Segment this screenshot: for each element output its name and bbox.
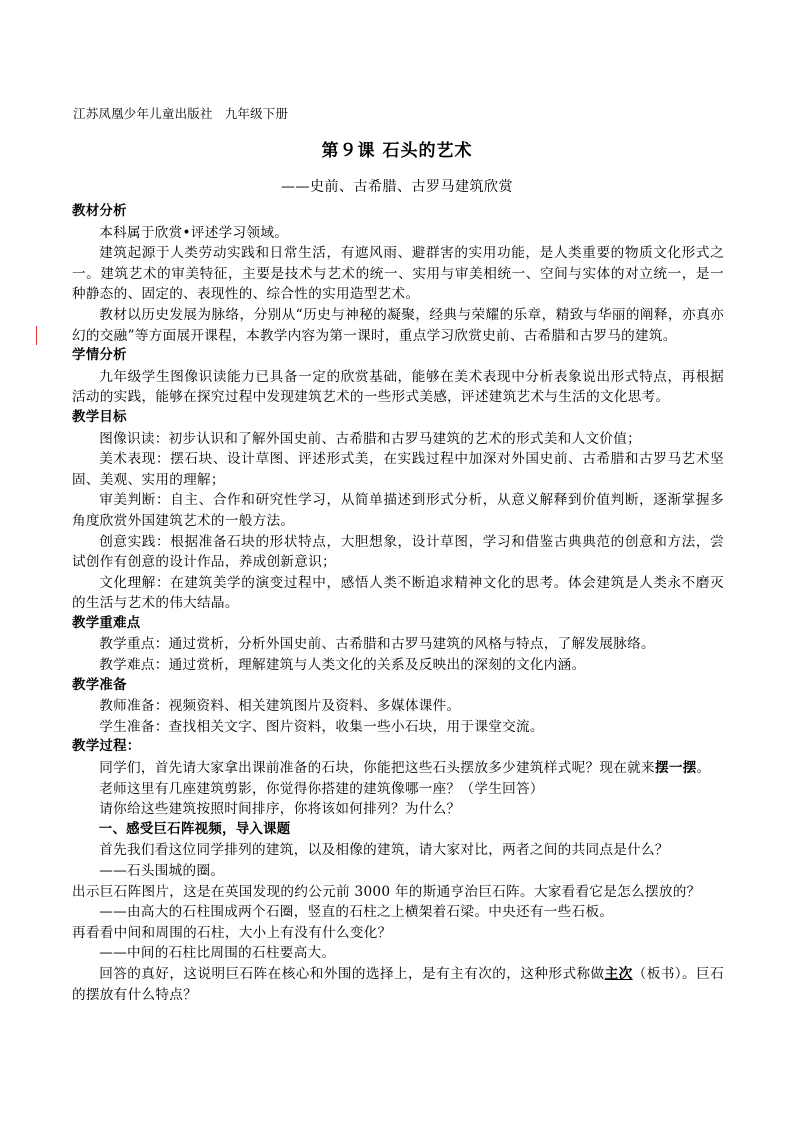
paragraph: 教材以历史发展为脉络，分别从“历史与神秘的凝聚，经典与荣耀的乐章，精致与华丽的阐释，亦真亦幻的交融”等方面展开课程，本教学内容为第一课时，重点学习欣赏史前、古希腊和古罗马的建筑。 <box>72 306 724 344</box>
subheading: 一、感受巨石阵视频，导入课题 <box>98 821 291 837</box>
bold-text: 摆一摆 <box>654 760 697 777</box>
publisher-name: 江苏凤凰少年儿童出版社 <box>73 106 213 121</box>
paragraph: ——由高大的石柱围成两个石圈，竖直的石柱之上横架着石梁。中央还有一些石板。 <box>99 904 614 921</box>
paragraph: 教学难点：通过赏析，理解建筑与人类文化的关系及反映出的深刻的文化内涵。 <box>99 657 586 674</box>
paragraph: 本科属于欣赏•评述学习领域。 <box>99 224 289 241</box>
paragraph: 出示巨石阵图片，这是在英国发现的约公元前 3000 年的斯通亨治巨石阵。大家看看它是怎么摆放的？ <box>72 883 701 900</box>
paragraph: 教师准备：视频资料、相关建筑图片及资料、多媒体课件。 <box>99 698 461 715</box>
paragraph: 学生准备：查找相关文字、图片资料，收集一些小石块，用于课堂交流。 <box>99 718 544 735</box>
paragraph: 老师这里有几座建筑剪影，你觉得你搭建的建筑像哪一座？（学生回答） <box>99 780 544 797</box>
paragraph: 审美判断：自主、合作和研究性学习，从简单描述到形式分析，从意义解释到价值判断，逐渐掌握多角度欣赏外国建筑艺术的一般方法。 <box>72 492 724 529</box>
text-cursor <box>36 326 37 345</box>
paragraph: 再看看中间和周围的石柱，大小上有没有什么变化？ <box>72 924 392 941</box>
lesson-title: 第９课 石头的艺术 <box>321 141 473 161</box>
paragraph: 教学重点：通过赏析，分析外国史前、古希腊和古罗马建筑的风格与特点，了解发展脉络。 <box>99 636 655 653</box>
text-run: 。 <box>696 760 711 777</box>
text-run: 同学们，首先请大家拿出课前准备的石块，你能把这些石头摆放多少建筑样式呢？现在就来 <box>99 760 655 777</box>
paragraph: 创意实践：根据准备石块的形状特点，大胆想象，设计草图，学习和借鉴古典典范的创意和方法，尝试创作有创意的设计作品，养成创新意识； <box>72 533 724 571</box>
lesson-subtitle: ——史前、古希腊、古罗马建筑欣赏 <box>281 179 513 195</box>
paragraph: 美术表现：摆石块、设计草图、评述形式美，在实践过程中加深对外国史前、古希腊和古罗马艺术坚固、美观、实用的理解； <box>72 451 724 488</box>
grade-label: 九年级下册 <box>224 106 289 121</box>
document-body <box>72 202 724 1005</box>
underlined-text: 主次 <box>604 965 633 982</box>
paragraph: 请你给这些建筑按照时间排序，你将该如何排列？为什么？ <box>99 801 461 818</box>
paragraph: 九年级学生图像识读能力已具备一定的欣赏基础，能够在美术表现中分析表象说出形式特点，再根据活动的实践，能够在探究过程中发现建筑艺术的一些形式美感，评述建筑艺术与生活的文化思考。 <box>72 368 724 406</box>
paragraph: 图像识读：初步认识和了解外国史前、古希腊和古罗马建筑的艺术的形式美和人文价值； <box>99 430 642 447</box>
paragraph: 建筑起源于人类劳动实践和日常生活，有遮风雨、避群害的实用功能，是人类重要的物质文化形式之一。建筑艺术的审美特征，主要是技术与艺术的统一、实用与审美相统一、空间与实体的对立统一，是一种静态的、固定的、表现性的、综合性的实用造型艺术。 <box>72 245 724 303</box>
paragraph: ——中间的石柱比周围的石柱要高大。 <box>99 945 336 962</box>
paragraph <box>72 964 724 1005</box>
paragraph: ——石头围城的圈。 <box>99 863 225 879</box>
heading-keypoints: 教学重难点 <box>72 615 141 631</box>
paragraph: 文化理解：在建筑美学的演变过程中，感悟人类不断追求精神文化的思考。体会建筑是人类永不磨灭的生活与艺术的伟大结晶。 <box>72 574 724 612</box>
heading-goals: 教学目标 <box>72 409 127 425</box>
heading-process: 教学过程： <box>72 739 141 755</box>
heading-analysis: 教材分析 <box>72 204 127 219</box>
heading-students: 学情分析 <box>72 348 127 364</box>
paragraph: 首先我们看这位同学排列的建筑，以及相像的建筑，请大家对比，两者之间的共同点是什么？ <box>99 842 669 859</box>
page-header <box>73 104 288 122</box>
heading-prep: 教学准备 <box>72 677 127 693</box>
text-run: （板书）。巨石的摆放有什么特点？ <box>72 965 724 1003</box>
paragraph <box>72 758 724 779</box>
text-run: 回答的真好，这说明巨石阵在核心和外围的选择上，是有主有次的，这种形式称做 <box>99 965 605 982</box>
